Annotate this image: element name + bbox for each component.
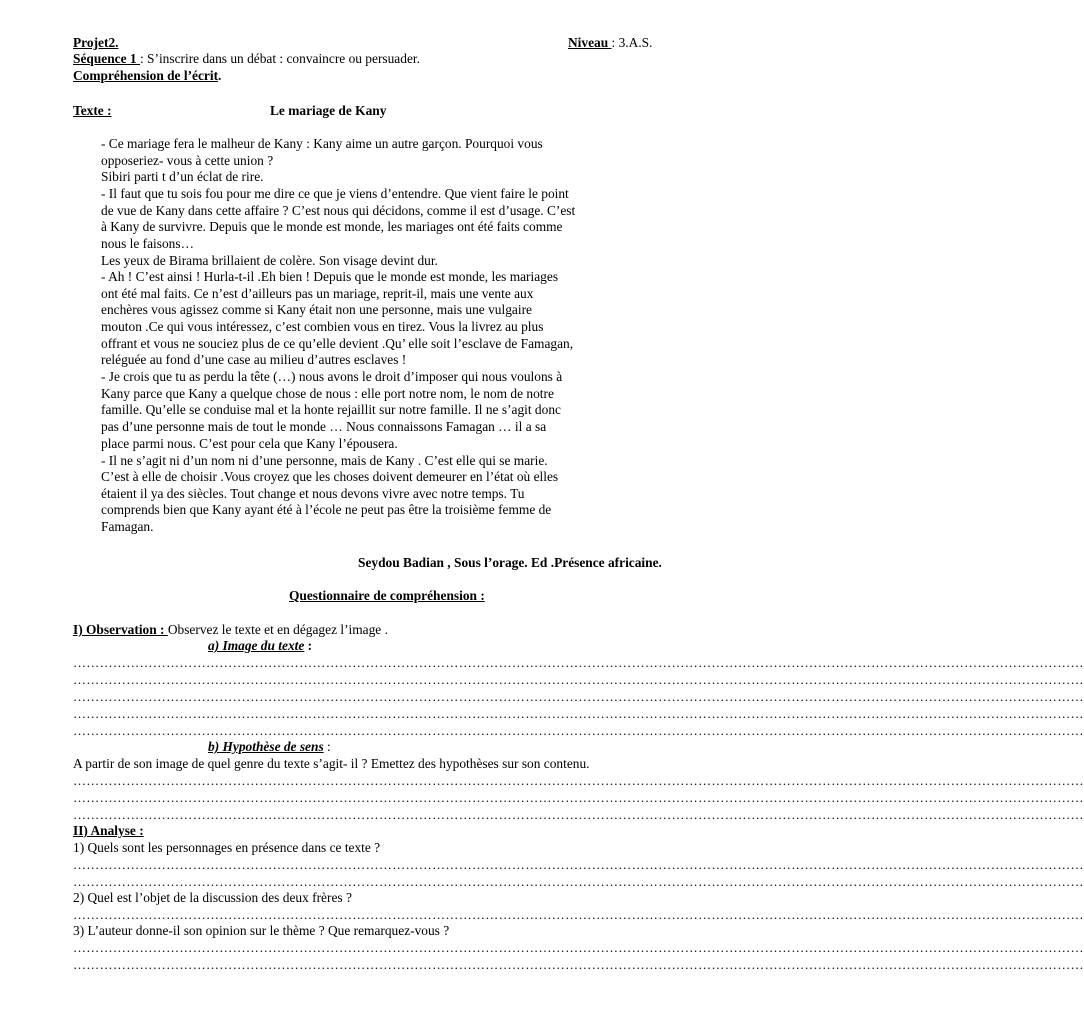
text-title: Le mariage de Kany xyxy=(270,103,387,118)
text-line: Kany parce que Kany a quelque chose de nous : elle port notre nom, le nom de notre xyxy=(101,386,554,401)
question-1: 1) Quels sont les personnages en présence dans ce texte ? xyxy=(73,840,381,855)
niveau-value: : 3.A.S. xyxy=(611,35,653,50)
hypothese-question: A partir de son image de quel genre du texte s’agit- il ? Emettez des hypothèses sur son contenu. xyxy=(73,756,590,771)
text-line: - Je crois que tu as perdu la tête (…) nous avons le droit d’imposer qui nous voulons à xyxy=(101,369,563,384)
question-2: 2) Quel est l’objet de la discussion des deux frères ? xyxy=(73,890,352,905)
answer-line[interactable]: ………………………………………………………………………………………………………………………………………………………………………………………………………… xyxy=(73,655,1084,670)
text-line: Les yeux de Birama brillaient de colère. Son visage devint dur. xyxy=(101,253,438,268)
answer-line[interactable]: ………………………………………………………………………………………………………………………………………………………………………………………………………… xyxy=(73,672,1084,687)
answer-line[interactable]: ………………………………………………………………………………………………………………………………………………………………………………………………………… xyxy=(73,773,1084,788)
text-line: - Ce mariage fera le malheur de Kany : Kany aime un autre garçon. Pourquoi vous xyxy=(101,136,543,151)
text-line: nous le faisons… xyxy=(101,236,194,251)
text-line: offrant et vous ne souciez plus de ce qu’elle devient .Qu’ elle soit l’esclave de Famagan, xyxy=(101,336,574,351)
text-line: reléguée au fond d’une case au milieu d’autres esclaves ! xyxy=(101,352,407,367)
text-line: de vue de Kany dans cette affaire ? C’est nous qui décidons, comme il est d’usage. C’est xyxy=(101,203,576,218)
text-line: étaient il ya des siècles. Tout change et nous devons vivre avec notre temps. Tu xyxy=(101,486,525,501)
answer-line[interactable]: ………………………………………………………………………………………………………………………………………………………………………………………………………… xyxy=(73,807,1084,822)
image-heading: a) Image du texte : xyxy=(208,638,313,653)
text-line: place parmi nous. C’est pour cela que Kany l’épousera. xyxy=(101,436,398,451)
answer-line[interactable]: ………………………………………………………………………………………………………………………………………………………………………………………………………… xyxy=(73,857,1084,872)
text-line: ont été mal faits. Ce n’est d’ailleurs pas un mariage, reprit-il, mais une vente aux xyxy=(101,286,534,301)
text-line: - Il faut que tu sois fou pour me dire ce que je viens d’entendre. Que vient faire le point xyxy=(101,186,569,201)
question-3: 3) L’auteur donne-il son opinion sur le thème ? Que remarquez-vous ? xyxy=(73,923,450,938)
text-line: enchères vous agissez comme si Kany était non une personne, mais une vulgaire xyxy=(101,302,532,317)
text-line: C’est à elle de choisir .Vous croyez que les choses doivent demeurer en l’état où elles xyxy=(101,469,559,484)
text-line: famille. Qu’elle se conduise mal et la honte rejaillit sur notre famille. Il ne s’agit donc xyxy=(101,402,561,417)
sequence xyxy=(73,51,420,68)
text-line: Famagan. xyxy=(101,519,154,534)
answer-line[interactable]: ………………………………………………………………………………………………………………………………………………………………………………………………………… xyxy=(73,957,1084,972)
answer-line[interactable]: ………………………………………………………………………………………………………………………………………………………………………………………………………… xyxy=(73,907,1084,922)
project-label: Projet2. xyxy=(73,35,119,50)
observation-text: Observez le texte et en dégagez l’image . xyxy=(167,622,388,637)
text-line: comprends bien que Kany ayant été à l’école ne peut pas être la troisième femme de xyxy=(101,502,552,517)
answer-line[interactable]: ………………………………………………………………………………………………………………………………………………………………………………………………………… xyxy=(73,706,1084,721)
answer-line[interactable]: ………………………………………………………………………………………………………………………………………………………………………………………………………… xyxy=(73,874,1084,889)
text-line: à Kany de survivre. Depuis que le monde est monde, les mariages ont été faits comme xyxy=(101,219,563,234)
text-line: opposeriez- vous à cette union ? xyxy=(101,153,274,168)
text-label: Texte : xyxy=(73,103,112,118)
text-line: mouton .Ce qui vous intéressez, c’est combien vous en tirez. Vous la livrez au plus xyxy=(101,319,544,334)
answer-line[interactable]: ………………………………………………………………………………………………………………………………………………………………………………………………………… xyxy=(73,689,1084,704)
niveau-label: Niveau xyxy=(568,35,612,50)
sequence-value: : S’inscrire dans un débat : convaincre ou persuader. xyxy=(139,51,420,66)
questionnaire-title: Questionnaire de compréhension : xyxy=(289,588,485,603)
answer-line[interactable]: ………………………………………………………………………………………………………………………………………………………………………………………………………… xyxy=(73,790,1084,805)
observation-label: I) Observation : xyxy=(73,622,168,637)
answer-line[interactable]: ………………………………………………………………………………………………………………………………………………………………………………………………………… xyxy=(73,940,1084,955)
observation-line xyxy=(73,622,388,639)
analyse-heading: II) Analyse : xyxy=(73,823,144,838)
text-line: Sibiri parti t d’un éclat de rire. xyxy=(101,169,264,184)
answer-line[interactable]: ………………………………………………………………………………………………………………………………………………………………………………………………………… xyxy=(73,723,1084,738)
text-line: - Ah ! C’est ainsi ! Hurla-t-il .Eh bien ! Depuis que le monde est monde, les mariages xyxy=(101,269,559,284)
text-source: Seydou Badian , Sous l’orage. Ed .Présence africaine. xyxy=(358,555,662,570)
comprehension-heading: Compréhension de l’écrit. xyxy=(73,68,222,83)
text-line: pas d’une personne mais de tout le monde … Nous connaissons Famagan … il a sa xyxy=(101,419,547,434)
sequence-label: Séquence 1 xyxy=(73,51,140,66)
niveau xyxy=(568,35,652,52)
text-line: - Il ne s’agit ni d’un nom ni d’une personne, mais de Kany . C’est elle qui se marie. xyxy=(101,453,548,468)
hypothese-heading: b) Hypothèse de sens : xyxy=(208,739,331,754)
